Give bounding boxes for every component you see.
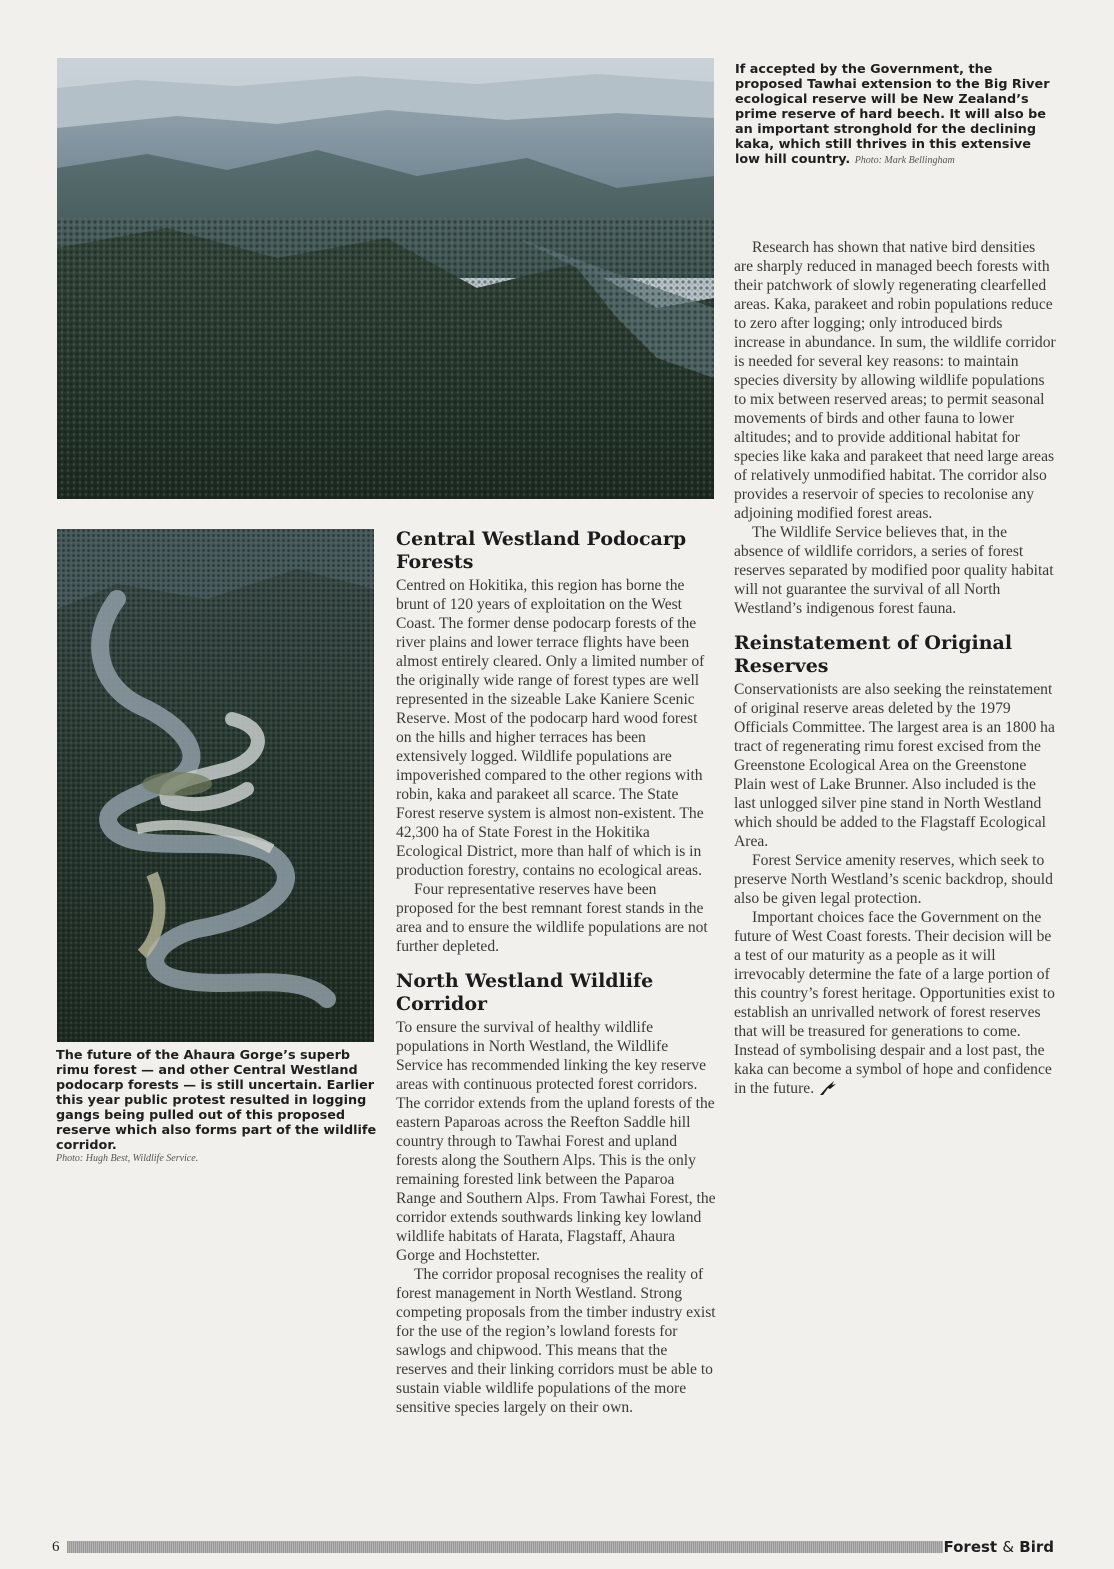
research-paragraph-2: The Wildlife Service believes that, in the absence of wildlife corridors, a series of forest reserves separated by modified poor quality habitat will not guarantee the survival of all North Westland’s indigenous forest fauna. [734, 524, 1054, 617]
aerial-forest-photo [57, 58, 714, 499]
brand-forest: Forest [943, 1538, 998, 1556]
bird-end-mark-icon [818, 1080, 838, 1096]
aerial-photo-credit: Photo: Mark Bellingham [854, 155, 955, 166]
footer-rule [67, 1541, 943, 1553]
gorge-river-image [57, 529, 374, 1042]
brand-ampersand: & [1002, 1538, 1015, 1556]
central-paragraph-1: Centred on Hokitika, this region has borne the brunt of 120 years of exploitation on the West Coast. The former dense podocarp forests of the river plains and lower terrace flights have been almost entirely cleared. Only a limited number of the originally wide range of forest types are well represented in the sizeable Lake Kaniere Scenic Reserve. Most of the podocarp hard wood forest on the hills and higher terraces has been extensively logged. Wildlife populations are impoverished compared to the other regions with robin, kaka and parakeet all scarce. The State Forest reserve system is almost non-existent. The 42,300 ha of State Forest in the Hokitika Ecological District, more than half of which is in production forestry, contains no ecological areas. [396, 577, 705, 879]
aerial-forest-image [57, 58, 714, 499]
page-footer [50, 1537, 1058, 1557]
brand-bird: Bird [1019, 1538, 1054, 1556]
closing-text: Important choices face the Government on the future of West Coast forests. Their decision will be a test of our maturity as a people as it will irrevocably determine the fate of a large portion of this country’s forest heritage. Opportunities exist to establish an unrivalled network of forest reserves that will be treasured for generations to come. Instead of symbolising despair and a lost past, the kaka can become a symbol of hope and confidence in the future. [734, 909, 1055, 1097]
page-number: 6 [52, 1539, 60, 1555]
gorge-photo-credit: Photo: Hugh Best, Wildlife Service. [56, 1153, 199, 1164]
article-column-middle [396, 528, 716, 1417]
article-column-right [734, 238, 1056, 1098]
heading-reinstatement: Reinstatement of Original Reserves [734, 632, 1013, 677]
research-paragraph-1: Research has shown that native bird densities are sharply reduced in managed beech forests with their patchwork of slowly regenerating clearfelled areas. Kaka, parakeet and robin populations reduce to zero after logging; only introduced birds increase in abundance. In sum, the wildlife corridor is needed for several key reasons: to maintain species diversity by allowing wildlife populations to mix between reserved areas; to permit seasonal movements of birds and other fauna to lower altitudes; and to provide additional habitat for species like kaka and parakeet that need large areas of relatively unmodified habitat. The corridor also provides a reservoir of species to recolonise any adjoining modified forest areas. [734, 239, 1056, 522]
reinstatement-paragraph-3 [734, 908, 1056, 1098]
heading-wildlife-corridor: North Westland Wildlife Corridor [396, 970, 654, 1015]
corridor-paragraph-2: The corridor proposal recognises the reality of forest management in North Westland. Strong competing proposals from the timber industry exist for the use of the region’s lowland forests for sawlogs and chipwood. This means that the reserves and their linking corridors must be able to sustain viable wildlife populations of the more sensitive species largely on their own. [396, 1266, 716, 1416]
gorge-caption-text: The future of the Ahaura Gorge’s superb rimu forest — and other Central Westland podocarp forests — is still uncertain. Earlier this year public protest resulted in logging gangs being pulled out of this proposed reserve which also forms part of the wildlife corridor. [56, 1048, 377, 1153]
gorge-photo-caption [56, 1048, 380, 1164]
magazine-brand [943, 1537, 1054, 1557]
reinstatement-paragraph-2: Forest Service amenity reserves, which seek to preserve North Westland’s scenic backdrop, should also be given legal protection. [734, 852, 1053, 907]
heading-central-westland: Central Westland Podocarp Forests [396, 528, 687, 573]
corridor-paragraph-1: To ensure the survival of healthy wildlife populations in North Westland, the Wildlife Service has recommended linking the key reserve areas with continuous protected forest corridors. The corridor extends from the upland forests of the eastern Paparoas across the Reefton Saddle hill country through to Tawhai Forest and upland forests along the Southern Alps. This is the only remaining forested link between the Paparoa Range and Southern Alps. From Tawhai Forest, the corridor extends southwards linking key lowland wildlife habitats of Harata, Flagstaff, Ahaura Gorge and Hochstetter. [396, 1019, 716, 1264]
central-paragraph-2: Four representative reserves have been proposed for the best remnant forest stands in the area and to ensure the wildlife populations are not further depleted. [396, 881, 708, 955]
aerial-photo-caption [735, 62, 1057, 168]
aerial-caption-text: If accepted by the Government, the proposed Tawhai extension to the Big River ecological reserve will be New Zealand’s prime reserve of hard beech. It will also be an important stronghold for the declining kaka, which still thrives in this extensive low hill country. [735, 62, 1050, 167]
ahaura-gorge-photo [57, 529, 374, 1042]
reinstatement-paragraph-1: Conservationists are also seeking the reinstatement of original reserve areas deleted by the 1979 Officials Committee. The largest area is an 1800 ha tract of regenerating rimu forest excised from the Greenstone Ecological Area on the Greenstone Plain west of Lake Brunner. Also included is the last unlogged silver pine stand in North Westland which should be added to the Flagstaff Ecological Area. [734, 681, 1055, 850]
